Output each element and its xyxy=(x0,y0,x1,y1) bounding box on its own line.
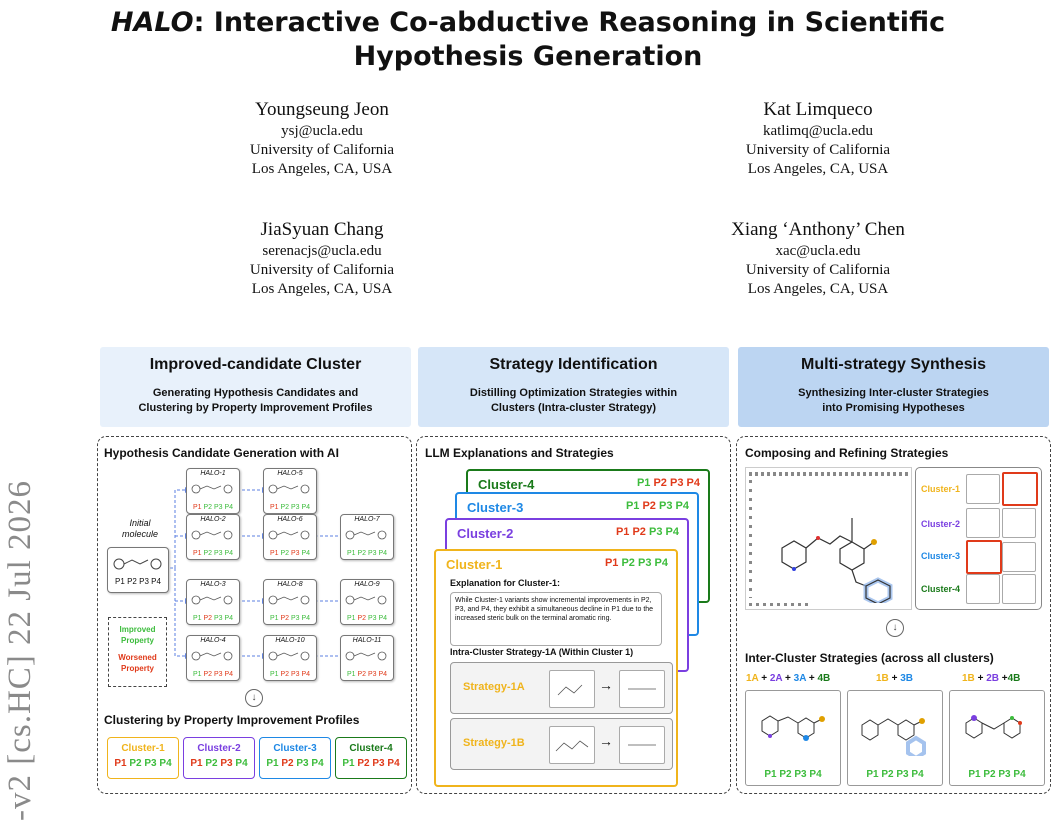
strategy-tile-selected[interactable] xyxy=(966,540,1002,574)
explanation-title: Explanation for Cluster-1: xyxy=(450,578,561,588)
legend-worsened: Worsened xyxy=(118,653,157,662)
molecule-structure-icon xyxy=(190,527,236,543)
author-name: Kat Limqueco xyxy=(763,99,873,120)
column-subtitle: Distilling Optimization Strategies within xyxy=(469,387,678,399)
column-title: Multi-strategy Synthesis xyxy=(801,356,986,373)
cluster-label: Cluster-3 xyxy=(921,551,961,561)
title-line-2: Hypothesis Generation xyxy=(353,41,703,72)
arxiv-stamp xyxy=(0,430,56,821)
legend-worsened: Property xyxy=(121,664,154,673)
molecule-structure-icon xyxy=(112,556,164,572)
strategy-before-structure xyxy=(549,726,595,764)
clustering-title: Clustering by Property Improvement Profiles xyxy=(104,713,360,727)
editor-bottom-toolbar xyxy=(749,603,809,606)
author-affiliation: University of California xyxy=(745,142,891,158)
molecule-fragment-icon xyxy=(620,671,664,707)
editor-side-toolbar[interactable] xyxy=(749,480,752,598)
card-title: Cluster-1 xyxy=(446,557,503,572)
author-email: katlimq@ucla.edu xyxy=(762,123,874,139)
column-subtitle: Synthesizing Inter-cluster Strategies xyxy=(798,387,989,399)
initial-props: P1 P2 P3 P4 xyxy=(115,577,161,586)
panel-title: LLM Explanations and Strategies xyxy=(425,446,614,460)
intra-strategy-title: Intra-Cluster Strategy-1A (Within Cluster 1) xyxy=(450,647,634,657)
inter-cluster-title: Inter-Cluster Strategies (across all clusters) xyxy=(745,651,994,665)
candidate-label: HALO-1 xyxy=(200,470,226,477)
property-legend xyxy=(108,617,167,687)
strategy-tile[interactable] xyxy=(1002,574,1036,604)
down-arrow-icon: ↓ xyxy=(886,619,904,637)
cluster-label: Cluster-2 xyxy=(197,743,241,754)
candidate-card[interactable]: HALO-2 P1 P2 P3 P4 xyxy=(186,514,240,560)
candidate-card[interactable]: HALO-7 P1 P2 P3 P4 xyxy=(340,514,394,560)
strategy-tile[interactable] xyxy=(1002,542,1036,572)
explanation-text: While Cluster-1 variants show incremental improvements in P2, P3, and P4, they exhibit a simultaneous decline in P1 due to the increased steric bulk on the terminal aromatic ring. xyxy=(450,592,662,646)
author-block xyxy=(668,218,968,299)
molecule-fragment-icon xyxy=(550,727,594,763)
cluster-box-4[interactable]: Cluster-4 P1 P2 P3 P4 xyxy=(335,737,407,779)
cluster-card-3[interactable]: Cluster-3 P1 P2 P3 P4 xyxy=(455,492,699,636)
hypothesis-props: P1 P2 P3 P4 xyxy=(764,769,822,780)
combo-2-label: 1B + 3B xyxy=(876,673,913,684)
molecule-structure-icon xyxy=(190,648,236,664)
author-name: JiaSyuan Chang xyxy=(260,219,384,240)
candidate-card[interactable]: HALO-1 P1 P2 P3 P4 xyxy=(186,468,240,514)
hypothesis-molecule-structure xyxy=(958,701,1036,756)
strategy-after-structure xyxy=(619,670,665,708)
cluster-label: Cluster-4 xyxy=(921,584,961,594)
panel-title: Hypothesis Candidate Generation with AI xyxy=(104,446,339,460)
arxiv-stamp-text: -v2 [cs.HC] 22 Jul 2026 xyxy=(2,479,38,821)
paper-title xyxy=(0,6,1056,74)
column-header-2 xyxy=(418,347,729,427)
author-location: Los Angeles, CA, USA xyxy=(747,161,889,177)
editor-molecule-structure xyxy=(756,478,906,603)
hypothesis-props: P1 P2 P3 P4 xyxy=(968,769,1026,780)
column-title: Strategy Identification xyxy=(489,356,658,373)
legend-improved: Improved xyxy=(119,625,156,634)
card-title: Cluster-4 xyxy=(478,477,535,492)
title-emphasis: HALO xyxy=(110,7,194,38)
initial-label-line: molecule xyxy=(121,529,159,539)
author-affiliation: University of California xyxy=(249,142,395,158)
column-header-1 xyxy=(100,347,411,427)
candidate-label: HALO-2 xyxy=(200,516,226,523)
author-name: Youngseung Jeon xyxy=(255,99,389,120)
cluster-card-4[interactable]: Cluster-4 P1 P2 P3 P4 xyxy=(466,469,710,603)
cluster-label: Cluster-2 xyxy=(921,519,961,529)
card-title: Cluster-2 xyxy=(457,526,514,541)
strategy-tile[interactable] xyxy=(1002,508,1036,538)
combo-3-label: 1B + 2B +4B xyxy=(962,673,1021,684)
cluster-label: Cluster-1 xyxy=(921,484,961,494)
author-block xyxy=(172,218,472,299)
molecule-structure-icon xyxy=(344,527,390,543)
initial-label-line: Initial xyxy=(129,518,151,528)
molecule-structure-icon xyxy=(344,648,390,664)
molecule-fragment-icon xyxy=(620,727,664,763)
hypothesis-molecule-structure xyxy=(754,701,832,756)
initial-molecule-card[interactable] xyxy=(107,547,169,593)
cluster-label: Cluster-3 xyxy=(273,743,317,754)
hypothesis-card-3[interactable] xyxy=(949,690,1045,786)
candidate-card[interactable]: HALO-4 P1 P2 P3 P4 xyxy=(186,635,240,681)
molecule-structure-icon xyxy=(267,527,313,543)
author-block xyxy=(172,98,472,179)
cluster-box-1[interactable]: Cluster-1 P1 P2 P3 P4 xyxy=(107,737,179,779)
candidate-label: HALO-11 xyxy=(352,637,382,644)
author-location: Los Angeles, CA, USA xyxy=(747,281,889,297)
cluster-box-3[interactable]: Cluster-3 P1 P2 P3 P4 xyxy=(259,737,331,779)
down-arrow-icon: ↓ xyxy=(245,689,263,707)
candidate-label: HALO-6 xyxy=(277,516,303,523)
candidate-label: HALO-5 xyxy=(277,470,303,477)
column-subtitle: Clustering by Property Improvement Profiles xyxy=(138,402,373,414)
author-email: xac@ucla.edu xyxy=(775,243,861,259)
molecule-structure-icon xyxy=(267,592,313,608)
cluster-label: Cluster-1 xyxy=(121,743,165,754)
molecule-structure-icon xyxy=(190,481,236,497)
hypothesis-props: P1 P2 P3 P4 xyxy=(866,769,924,780)
candidate-label: HALO-9 xyxy=(354,581,380,588)
cluster-card-2[interactable]: Cluster-2 P1 P2 P3 P4 xyxy=(445,518,689,672)
strategy-tile[interactable] xyxy=(966,574,1000,604)
author-name: Xiang ‘Anthony’ Chen xyxy=(731,219,905,240)
author-email: ysj@ucla.edu xyxy=(281,123,363,139)
cluster-box-2[interactable]: Cluster-2 P1 P2 P3 P4 xyxy=(183,737,255,779)
candidate-label: HALO-10 xyxy=(275,637,305,644)
author-location: Los Angeles, CA, USA xyxy=(251,161,393,177)
cluster-card-1[interactable]: Cluster-1 P1 P2 P3 P4 Explanation for Cluster-1: While Cluster-1 variants show incremental improvements in P2, P3, and P4, they exhibit a simultaneous decline in P1 due to the increased steric bulk on the terminal aromatic ring. Intra-Cluster Strategy-1A (Within Cluster 1) Strategy-1A → Strategy-1B → xyxy=(434,549,678,787)
molecule-structure-icon xyxy=(267,648,313,664)
panel-title: Composing and Refining Strategies xyxy=(745,446,949,460)
initial-molecule-label xyxy=(110,518,170,540)
editor-toolbar[interactable] xyxy=(749,472,909,476)
molecule-structure-icon xyxy=(344,592,390,608)
strategy-tile[interactable] xyxy=(966,508,1000,538)
transform-arrow-icon: → xyxy=(599,677,613,693)
candidate-label: HALO-8 xyxy=(277,581,303,588)
column-title: Improved-candidate Cluster xyxy=(149,356,362,373)
strategy-after-structure xyxy=(619,726,665,764)
strategy-tile-selected[interactable] xyxy=(1002,472,1038,506)
combo-1-label: 1A + 2A + 3A + 4B xyxy=(746,673,831,684)
candidate-label: HALO-7 xyxy=(354,516,380,523)
molecule-fragment-icon xyxy=(550,671,594,707)
candidate-label: HALO-4 xyxy=(200,637,226,644)
molecule-editor[interactable] xyxy=(745,467,912,610)
molecule-structure-icon xyxy=(190,592,236,608)
strategy-label: Strategy-1B xyxy=(463,737,525,749)
candidate-label: HALO-3 xyxy=(200,581,226,588)
strategy-1a-row[interactable] xyxy=(450,662,673,714)
strategy-1b-row[interactable] xyxy=(450,718,673,770)
card-title: Cluster-3 xyxy=(467,500,524,515)
title-rest: : Interactive Co-abductive Reasoning in Scientific xyxy=(193,7,946,38)
candidate-card[interactable]: HALO-10 P1 P2 P3 P4 xyxy=(263,635,317,681)
author-block xyxy=(668,98,968,179)
hypothesis-molecule-structure xyxy=(856,701,934,756)
strategy-label: Strategy-1A xyxy=(463,681,525,693)
column-subtitle: into Promising Hypotheses xyxy=(822,402,965,414)
legend-improved: Property xyxy=(121,636,154,645)
candidate-card[interactable]: HALO-11 P1 P2 P3 P4 xyxy=(340,635,394,681)
transform-arrow-icon: → xyxy=(599,733,613,749)
candidate-card[interactable]: HALO-8 P1 P2 P3 P4 xyxy=(263,579,317,625)
cluster-strategy-box xyxy=(915,467,1042,610)
column-subtitle: Generating Hypothesis Candidates and xyxy=(152,387,359,399)
author-affiliation: University of California xyxy=(745,262,891,278)
column-header-3 xyxy=(738,347,1049,427)
author-affiliation: University of California xyxy=(249,262,395,278)
strategy-before-structure xyxy=(549,670,595,708)
column-subtitle: Clusters (Intra-cluster Strategy) xyxy=(490,402,657,414)
cluster-label: Cluster-4 xyxy=(349,743,393,754)
molecule-structure-icon xyxy=(267,481,313,497)
author-email: serenacjs@ucla.edu xyxy=(262,243,382,259)
hypothesis-card-1[interactable] xyxy=(745,690,841,786)
strategy-tile[interactable] xyxy=(966,474,1000,504)
candidate-card[interactable]: HALO-3 P1 P2 P3 P4 xyxy=(186,579,240,625)
hypothesis-card-2[interactable] xyxy=(847,690,943,786)
candidate-card[interactable]: HALO-6 P1 P2 P3 P4 xyxy=(263,514,317,560)
candidate-card[interactable]: HALO-9 P1 P2 P3 P4 xyxy=(340,579,394,625)
author-location: Los Angeles, CA, USA xyxy=(251,281,393,297)
candidate-card[interactable]: HALO-5 P1 P2 P3 P4 xyxy=(263,468,317,514)
